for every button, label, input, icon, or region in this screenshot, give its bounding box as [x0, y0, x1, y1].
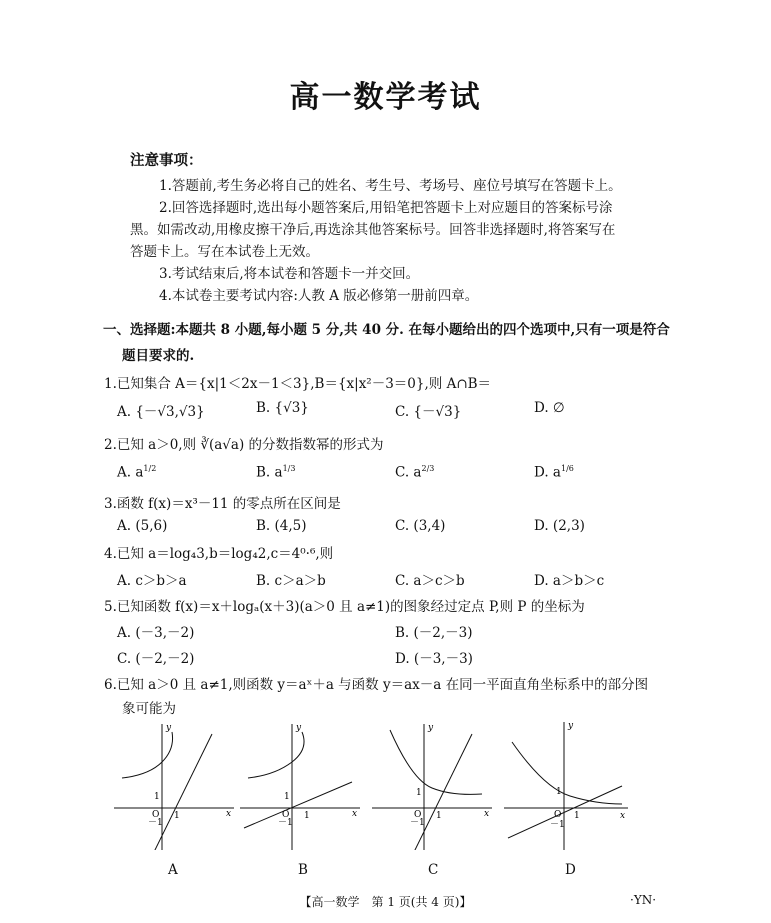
graph-b-y-label: y [296, 723, 302, 733]
notice-line: 黑。如需改动,用橡皮擦干净后,再选涂其他答案标号。回答非选择题时,将答案写在 [130, 222, 616, 238]
q4-option-d: D. a＞b＞c [534, 573, 605, 589]
q5-option-c: C. (－2,－2) [117, 651, 195, 667]
question-2-stem: 2.已知 a＞0,则 ∛(a√a) 的分数指数幂的形式为 [104, 437, 384, 453]
graph-d-tick-x1: 1 [574, 811, 580, 821]
graph-d-x-label: x [620, 811, 626, 821]
graph-b-label: B [298, 862, 308, 878]
question-3-stem: 3.函数 f(x)＝x³－11 的零点所在区间是 [104, 496, 341, 512]
q3-option-a: A. (5,6) [117, 518, 168, 534]
q1-option-b: B. {√3} [256, 400, 309, 416]
graph-d-origin: O [554, 810, 562, 820]
q2-option-b-exponent: 1/3 [282, 464, 296, 473]
graph-b-tick-x1: 1 [304, 811, 310, 821]
graph-a [114, 720, 244, 850]
q2-option-b-label: B. a [256, 464, 283, 481]
notice-line: 答题卡上。写在本试卷上无效。 [130, 244, 319, 260]
graph-b-tick-neg1: －1 [278, 818, 293, 828]
q5-option-d: D. (－3,－3) [395, 651, 473, 667]
notice-line: 4.本试卷主要考试内容:人教 A 版必修第一册前四章。 [159, 288, 479, 304]
question-1-stem: 1.已知集合 A＝{x|1＜2x－1＜3},B＝{x|x²－3＝0},则 A∩B＝ [104, 376, 492, 392]
region-tag: ·YN· [630, 893, 657, 907]
graph-b-tick-1: 1 [284, 792, 290, 802]
graph-d-y-label: y [568, 721, 574, 731]
q5-option-a: A. (－3,－2) [117, 625, 195, 641]
notice-line: 1.答题前,考生务必将自己的姓名、考生号、考场号、座位号填写在答题卡上。 [159, 178, 622, 194]
graph-a-y-label: y [166, 723, 172, 733]
graph-c-x-label: x [484, 809, 490, 819]
graph-b-origin: O [282, 810, 290, 820]
graph-b-x-label: x [352, 809, 358, 819]
question-5-stem: 5.已知函数 f(x)＝x＋logₐ(x＋3)(a＞0 且 a≠1)的图象经过定点 P,则 P 的坐标为 [104, 599, 585, 615]
q2-option-a [117, 464, 156, 481]
graph-d [504, 720, 634, 850]
graph-c-label: C [428, 862, 439, 878]
graph-c-tick-x1: 1 [436, 811, 442, 821]
graph-a-tick-neg1: －1 [148, 818, 163, 828]
question-6-stem: 6.已知 a＞0 且 a≠1,则函数 y＝aˣ＋a 与函数 y＝ax－a 在同一平面直角坐标系中的部分图 [104, 677, 649, 693]
q5-option-b: B. (－2,－3) [395, 625, 473, 641]
q2-option-d [534, 464, 574, 481]
graph-a-x-label: x [226, 809, 232, 819]
q1-option-d: D. ∅ [534, 400, 565, 416]
q2-option-c [395, 464, 434, 481]
q1-option-c: C. {－√3} [395, 404, 462, 420]
graph-a-origin: O [152, 810, 160, 820]
graph-a-tick-1: 1 [154, 792, 160, 802]
q2-option-c-exponent: 2/3 [421, 464, 435, 473]
q4-option-c: C. a＞c＞b [395, 573, 465, 589]
graph-d-tick-1: 1 [556, 787, 562, 797]
section-heading: 一、选择题:本题共 8 小题,每小题 5 分,共 40 分. 在每小题给出的四个选项中,只有一项是符合 [103, 322, 670, 338]
notice-line: 3.考试结束后,将本试卷和答题卡一并交回。 [159, 266, 420, 282]
q3-option-c: C. (3,4) [395, 518, 446, 534]
graph-c-y-label: y [428, 723, 434, 733]
graph-c-tick-1: 1 [416, 788, 422, 798]
page-footer: 【高一数学 第 1 页(共 4 页)】 [299, 895, 472, 909]
question-4-stem: 4.已知 a＝log₄3,b＝log₄2,c＝4⁰·⁶,则 [104, 546, 334, 562]
graph-d-tick-neg1: －1 [550, 820, 565, 830]
q2-option-d-label: D. a [534, 464, 561, 481]
graph-d-label: D [565, 862, 576, 878]
q2-option-a-exponent: 1/2 [143, 464, 157, 473]
page-title: 高一数学考试 [289, 80, 482, 115]
graph-a-label: A [168, 862, 178, 878]
question-6-stem-cont: 象可能为 [122, 701, 176, 717]
q3-option-d: D. (2,3) [534, 518, 585, 534]
graph-b [240, 720, 370, 850]
q2-option-b [256, 464, 295, 481]
graph-c-origin: O [414, 810, 422, 820]
q2-option-c-label: C. a [395, 464, 422, 481]
notice-heading: 注意事项： [130, 152, 203, 169]
section-heading-cont: 题目要求的. [122, 348, 195, 364]
q3-option-b: B. (4,5) [256, 518, 307, 534]
q2-option-d-exponent: 1/6 [560, 464, 574, 473]
graph-c-tick-neg1: －1 [410, 818, 425, 828]
q4-option-b: B. c＞a＞b [256, 573, 326, 589]
notice-line: 2.回答选择题时,选出每小题答案后,用铅笔把答题卡上对应题目的答案标号涂 [159, 200, 613, 216]
graph-c [372, 720, 502, 850]
q2-option-a-label: A. a [117, 464, 144, 481]
q1-option-a: A. {－√3,√3} [117, 404, 205, 420]
graph-a-tick-x1: 1 [174, 811, 180, 821]
q4-option-a: A. c＞b＞a [117, 573, 187, 589]
